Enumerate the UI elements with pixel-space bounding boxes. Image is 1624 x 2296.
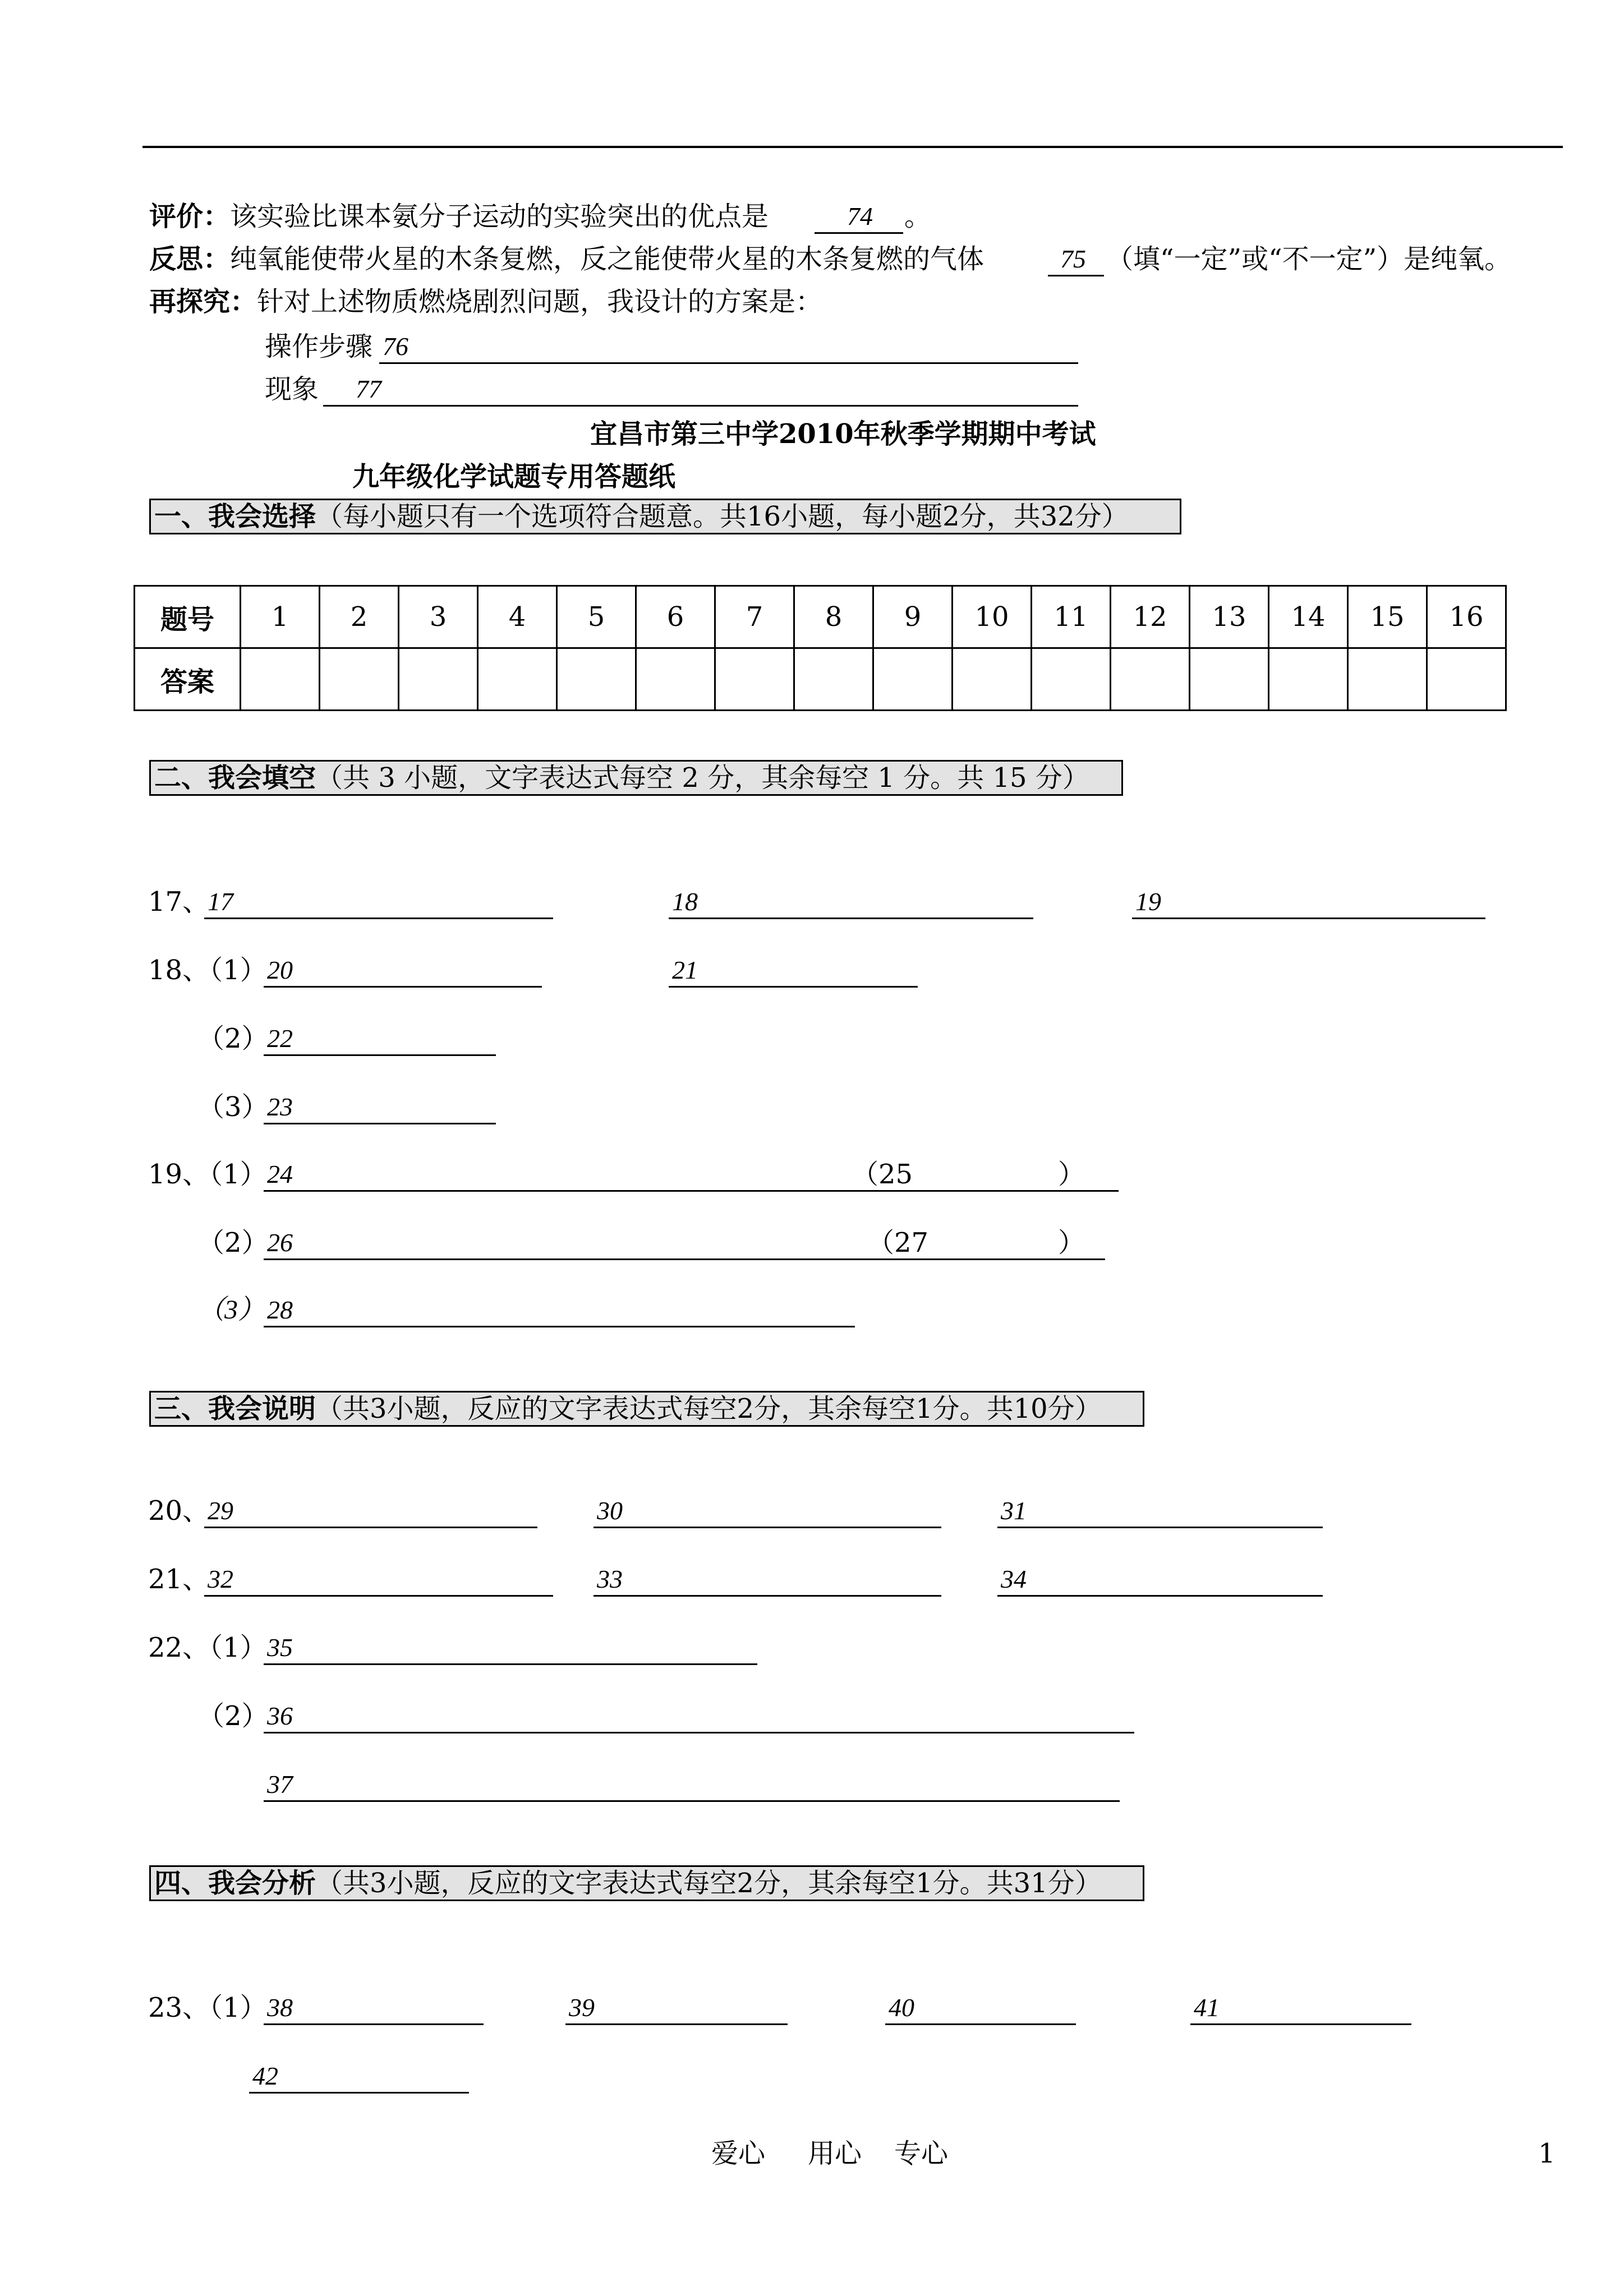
section3-heading: 三、我会说明	[154, 1393, 316, 1424]
q22-2-label: （2）	[197, 1700, 269, 1732]
blank-40[interactable]: 40	[885, 1991, 1076, 2025]
blank-75[interactable]: 75	[1048, 242, 1104, 276]
answer-cell[interactable]	[794, 648, 873, 711]
answer-cell[interactable]	[320, 648, 399, 711]
question-number: 7	[715, 586, 794, 648]
footer-motto-3: 专心	[894, 2138, 949, 2169]
blank-17[interactable]: 17	[204, 885, 553, 919]
blank-37[interactable]: 37	[264, 1768, 1120, 1802]
q19-label: 19、（1）	[148, 1159, 267, 1190]
q18-2-label: （2）	[197, 1023, 269, 1054]
question-number: 4	[478, 586, 557, 648]
answer-cell[interactable]	[241, 648, 320, 711]
blank-25-close: ）	[1058, 1159, 1085, 1190]
eval-end: 。	[904, 201, 932, 232]
answer-cell[interactable]	[478, 648, 557, 711]
explore-line	[149, 285, 822, 319]
q22-label: 22、（1）	[148, 1632, 267, 1663]
phen-label: 现象	[265, 374, 319, 405]
answer-table	[134, 585, 1507, 711]
answer-cell[interactable]	[1427, 648, 1506, 711]
reflect-line	[149, 242, 984, 276]
blank-74[interactable]: 74	[815, 200, 903, 234]
question-number: 3	[399, 586, 478, 648]
blank-28[interactable]: 28	[264, 1293, 855, 1327]
q17-label: 17、	[148, 886, 210, 918]
blank-25-open: （25	[852, 1159, 913, 1190]
answer-header: 答案	[135, 648, 241, 711]
answer-cell[interactable]	[557, 648, 636, 711]
eval-label: 评价：	[149, 201, 231, 232]
question-number: 1	[241, 586, 320, 648]
blank-76[interactable]: 76	[379, 330, 1078, 364]
blank-20[interactable]: 20	[264, 953, 542, 988]
section4-heading: 四、我会分析	[154, 1868, 316, 1899]
blank-27-close: ）	[1058, 1227, 1085, 1258]
section3-note: （共3小题，反应的文字表达式每空2分，其余每空1分。共10分）	[316, 1393, 1102, 1424]
blank-27-open: （27	[867, 1227, 929, 1258]
blank-21[interactable]: 21	[669, 953, 918, 988]
answer-cell[interactable]	[1032, 648, 1111, 711]
blank-24[interactable]: 24	[264, 1158, 1119, 1192]
explore-label: 再探究：	[149, 286, 257, 317]
question-number: 2	[320, 586, 399, 648]
blank-36[interactable]: 36	[264, 1699, 1134, 1733]
question-number: 11	[1032, 586, 1111, 648]
footer-motto-2: 用心	[808, 2138, 862, 2169]
answer-cell[interactable]	[1348, 648, 1427, 711]
blank-22[interactable]: 22	[264, 1022, 496, 1056]
header-rule	[142, 146, 1563, 148]
question-number: 12	[1111, 586, 1190, 648]
q19-2-label: （2）	[197, 1227, 269, 1258]
answer-table-number-row	[135, 586, 1506, 648]
question-number: 5	[557, 586, 636, 648]
section1-note: （每小题只有一个选项符合题意。共16小题，每小题2分，共32分）	[316, 501, 1129, 532]
question-number: 10	[953, 586, 1032, 648]
blank-35[interactable]: 35	[264, 1631, 757, 1665]
page-number: 1	[1538, 2138, 1556, 2169]
explore-text: 针对上述物质燃烧剧烈问题，我设计的方案是：	[257, 286, 823, 317]
answer-cell[interactable]	[636, 648, 715, 711]
blank-32[interactable]: 32	[204, 1562, 553, 1597]
q18-3-label: （3）	[197, 1091, 269, 1123]
section3-heading-box	[149, 1391, 1144, 1427]
blank-18[interactable]: 18	[669, 885, 1033, 919]
blank-77[interactable]: 77	[323, 372, 1078, 407]
answer-sheet-title: 九年级化学试题专用答题纸	[352, 461, 676, 492]
q21-label: 21、	[148, 1564, 210, 1595]
blank-23[interactable]: 23	[264, 1090, 496, 1124]
blank-30[interactable]: 30	[594, 1494, 941, 1528]
answer-cell[interactable]	[399, 648, 478, 711]
section2-heading-box	[149, 760, 1123, 796]
exam-title: 宜昌市第三中学2010年秋季学期期中考试	[590, 418, 1096, 450]
blank-38[interactable]: 38	[264, 1991, 484, 2025]
q23-label: 23、（1）	[148, 1992, 267, 2023]
blank-41[interactable]: 41	[1190, 1991, 1411, 2025]
blank-26[interactable]: 26	[264, 1226, 1105, 1260]
section1-heading-box	[149, 499, 1181, 534]
question-number: 16	[1427, 586, 1506, 648]
blank-39[interactable]: 39	[565, 1991, 788, 2025]
section1-heading: 一、我会选择	[154, 501, 316, 532]
question-number: 15	[1348, 586, 1427, 648]
answer-cell[interactable]	[953, 648, 1032, 711]
answer-cell[interactable]	[873, 648, 953, 711]
q19-3-label: （3）	[197, 1295, 265, 1325]
section2-note: （共 3 小题，文字表达式每空 2 分，其余每空 1 分。共 15 分）	[316, 762, 1089, 794]
answer-table-answer-row	[135, 648, 1506, 711]
blank-29[interactable]: 29	[204, 1494, 537, 1528]
answer-cell[interactable]	[1111, 648, 1190, 711]
q18-label: 18、（1）	[148, 955, 267, 986]
section4-note: （共3小题，反应的文字表达式每空2分，其余每空1分。共31分）	[316, 1868, 1102, 1899]
reflect-end: （填“一定”或“不一定”）是纯氧。	[1106, 243, 1512, 275]
question-number: 9	[873, 586, 953, 648]
q20-label: 20、	[148, 1495, 210, 1527]
answer-cell[interactable]	[715, 648, 794, 711]
answer-cell[interactable]	[1190, 648, 1269, 711]
question-number: 13	[1190, 586, 1269, 648]
section2-heading: 二、我会填空	[154, 762, 316, 794]
step-label: 操作步骤	[265, 331, 373, 362]
question-number: 8	[794, 586, 873, 648]
answer-cell[interactable]	[1269, 648, 1348, 711]
footer-motto-1: 爱心	[711, 2138, 766, 2169]
question-number-header: 题号	[135, 586, 241, 648]
question-number: 6	[636, 586, 715, 648]
eval-text: 该实验比课本氨分子运动的实验突出的优点是	[230, 201, 769, 232]
reflect-text: 纯氧能使带火星的木条复燃，反之能使带火星的木条复燃的气体	[230, 243, 984, 275]
reflect-label: 反思：	[149, 243, 231, 275]
section4-heading-box	[149, 1865, 1144, 1901]
blank-33[interactable]: 33	[594, 1562, 941, 1597]
blank-34[interactable]: 34	[997, 1562, 1323, 1597]
blank-31[interactable]: 31	[997, 1494, 1323, 1528]
blank-42[interactable]: 42	[249, 2059, 469, 2094]
question-number: 14	[1269, 586, 1348, 648]
eval-line	[149, 200, 769, 233]
blank-19[interactable]: 19	[1132, 885, 1485, 919]
